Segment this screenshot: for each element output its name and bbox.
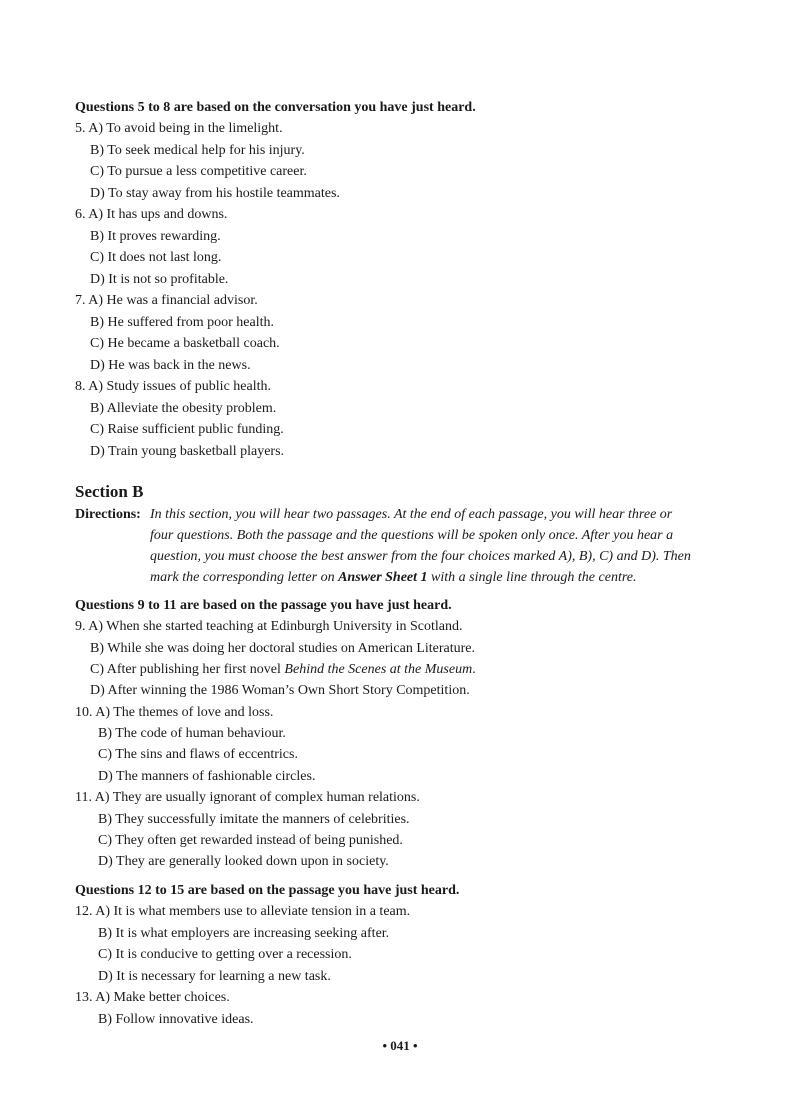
question-9-option-c-end: . xyxy=(472,662,476,677)
question-10-option-d: D) The manners of fashionable circles. xyxy=(98,769,316,784)
group-heading-12-15: Questions 12 to 15 are based on the passage you have just heard. xyxy=(75,883,460,898)
question-6-option-b: B) It proves rewarding. xyxy=(90,229,221,244)
question-7-option-b: B) He suffered from poor health. xyxy=(90,315,275,330)
question-11-option-a: 11. A) They are usually ignorant of complex human relations. xyxy=(75,790,420,805)
section-b-title: Section B xyxy=(75,482,144,501)
question-6-option-a: 6. A) It has ups and downs. xyxy=(75,207,228,222)
question-7-option-d: D) He was back in the news. xyxy=(90,358,251,373)
question-12-option-c: C) It is conducive to getting over a recession. xyxy=(98,947,352,962)
question-6-option-c: C) It does not last long. xyxy=(90,250,222,265)
question-10-option-b: B) The code of human behaviour. xyxy=(98,726,286,741)
directions-line-4-start: mark the corresponding letter on xyxy=(150,570,339,585)
question-9-option-c xyxy=(90,661,476,679)
directions-line-4 xyxy=(150,569,636,587)
question-7-option-c: C) He became a basketball coach. xyxy=(90,336,280,351)
question-6-option-d: D) It is not so profitable. xyxy=(90,272,229,287)
question-13-option-b: B) Follow innovative ideas. xyxy=(98,1012,254,1027)
question-5-option-b: B) To seek medical help for his injury. xyxy=(90,143,305,158)
question-9-option-a: 9. A) When she started teaching at Edinburgh University in Scotland. xyxy=(75,619,463,634)
question-8-option-d: D) Train young basketball players. xyxy=(90,444,285,459)
question-9-option-d: D) After winning the 1986 Woman’s Own Short Story Competition. xyxy=(90,683,470,698)
question-10-option-a: 10. A) The themes of love and loss. xyxy=(75,705,274,720)
question-5-option-c: C) To pursue a less competitive career. xyxy=(90,164,307,179)
question-9-option-c-text: C) After publishing her first novel xyxy=(90,662,285,677)
question-12-option-a: 12. A) It is what members use to alleviate tension in a team. xyxy=(75,904,411,919)
directions-label: Directions: xyxy=(75,507,141,522)
question-11-option-b: B) They successfully imitate the manners of celebrities. xyxy=(98,812,410,827)
question-11-option-c: C) They often get rewarded instead of being punished. xyxy=(98,833,403,848)
question-5-option-a: 5. A) To avoid being in the limelight. xyxy=(75,121,283,136)
directions-line-3: question, you must choose the best answer from the four choices marked A), B), C) and D). Then xyxy=(150,549,691,564)
question-13-option-a: 13. A) Make better choices. xyxy=(75,990,230,1005)
question-5-option-d: D) To stay away from his hostile teammates. xyxy=(90,186,340,201)
directions-line-4-end: with a single line through the centre. xyxy=(427,570,637,585)
question-7-option-a: 7. A) He was a financial advisor. xyxy=(75,293,258,308)
question-12-option-d: D) It is necessary for learning a new task. xyxy=(98,969,331,984)
directions-line-1: In this section, you will hear two passages. At the end of each passage, you will hear three or xyxy=(150,507,673,522)
question-12-option-b: B) It is what employers are increasing seeking after. xyxy=(98,926,390,941)
question-8-option-a: 8. A) Study issues of public health. xyxy=(75,379,271,394)
question-8-option-c: C) Raise sufficient public funding. xyxy=(90,422,284,437)
group-heading-5-8: Questions 5 to 8 are based on the conversation you have just heard. xyxy=(75,100,476,115)
question-11-option-d: D) They are generally looked down upon in society. xyxy=(98,854,389,869)
directions-line-2: four questions. Both the passage and the questions will be spoken only once. After you hear a xyxy=(150,528,674,543)
group-heading-9-11: Questions 9 to 11 are based on the passage you have just heard. xyxy=(75,598,452,613)
page-number: • 041 • xyxy=(382,1038,418,1053)
question-8-option-b: B) Alleviate the obesity problem. xyxy=(90,401,277,416)
answer-sheet-emphasis: Answer Sheet 1 xyxy=(338,570,428,585)
question-9-option-b: B) While she was doing her doctoral studies on American Literature. xyxy=(90,641,476,656)
novel-title: Behind the Scenes at the Museum xyxy=(284,662,473,677)
question-10-option-c: C) The sins and flaws of eccentrics. xyxy=(98,747,298,762)
